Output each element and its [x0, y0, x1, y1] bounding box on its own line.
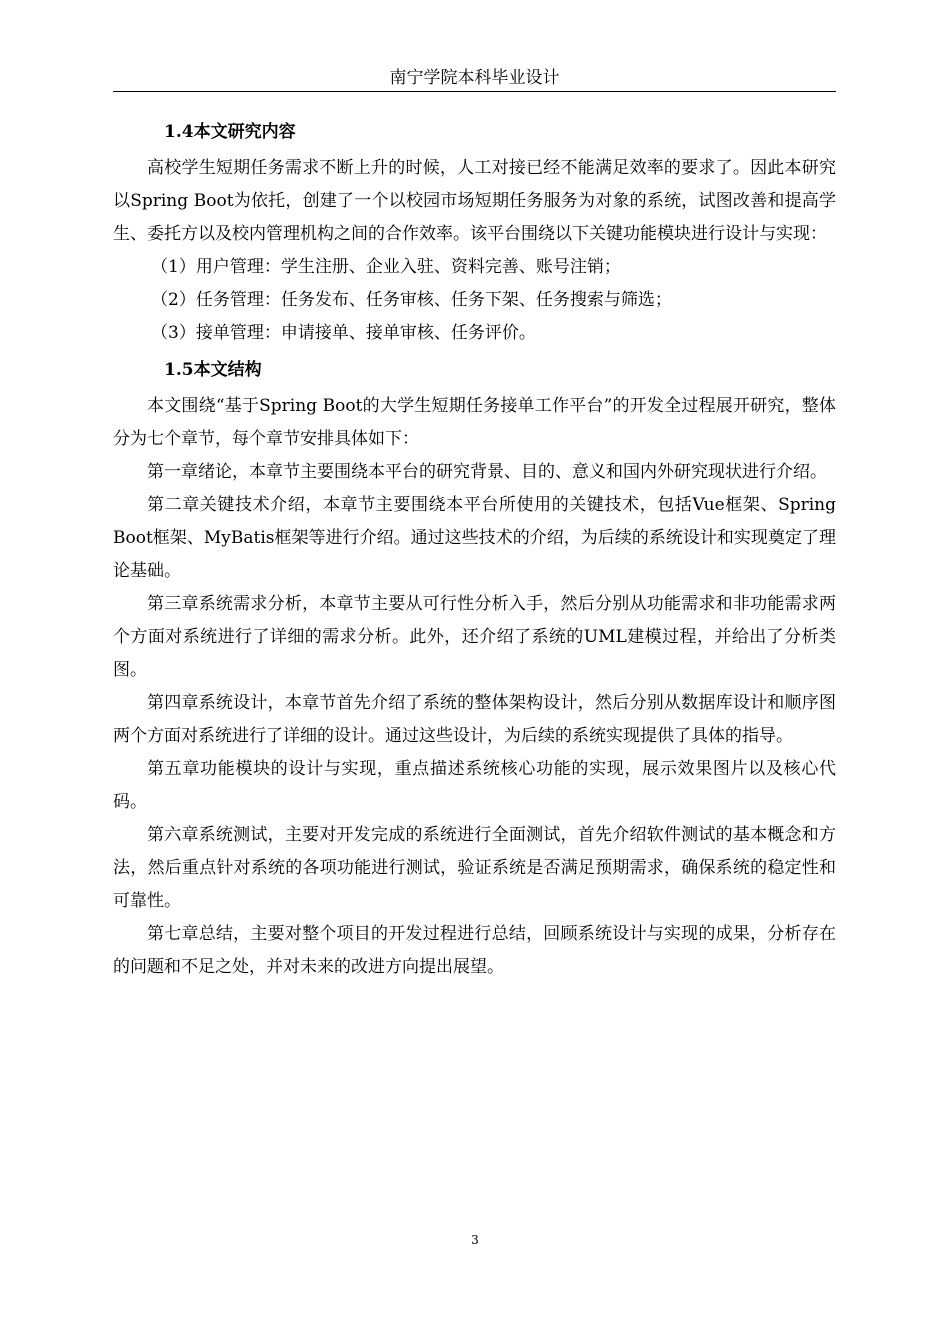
paragraph: 高校学生短期任务需求不断上升的时候，人工对接已经不能满足效率的要求了。因此本研究以Spring Boot为依托，创建了一个以校园市场短期任务服务为对象的系统，试图改善和提高学生、委托方以及校内管理机构之间的合作效率。该平台围绕以下关键功能模块进行设计与实现： [113, 158, 836, 244]
list-item: （1）用户管理：学生注册、企业入驻、资料完善、账号注销； [151, 257, 621, 277]
list-item: （2）任务管理：任务发布、任务审核、任务下架、任务搜索与筛选； [151, 290, 672, 310]
paragraph: 第五章功能模块的设计与实现，重点描述系统核心功能的实现，展示效果图片以及核心代码。 [113, 759, 836, 812]
paragraph: 第三章系统需求分析，本章节主要从可行性分析入手，然后分别从功能需求和非功能需求两个方面对系统进行了详细的需求分析。此外，还介绍了系统的UML建模过程，并给出了分析类图。 [113, 594, 836, 680]
section-heading-1-4: 1.4本文研究内容 [164, 122, 296, 142]
list-item: （3）接单管理：申请接单、接单审核、任务评价。 [151, 323, 536, 343]
paragraph: 第四章系统设计，本章节首先介绍了系统的整体架构设计，然后分别从数据库设计和顺序图两个方面对系统进行了详细的设计。通过这些设计，为后续的系统实现提供了具体的指导。 [113, 693, 836, 746]
page-number: 3 [471, 1233, 479, 1247]
running-header: 南宁学院本科毕业设计 [389, 68, 560, 88]
header-rule [113, 91, 836, 92]
paragraph: 第二章关键技术介绍，本章节主要围绕本平台所使用的关键技术，包括Vue框架、Spring Boot框架、MyBatis框架等进行介绍。通过这些技术的介绍，为后续的系统设计和实现奠定了理论基础。 [113, 495, 836, 581]
body-text [113, 112, 836, 984]
paragraph: 第七章总结，主要对整个项目的开发过程进行总结，回顾系统设计与实现的成果，分析存在的问题和不足之处，并对未来的改进方向提出展望。 [113, 924, 836, 977]
section-heading-1-5: 1.5本文结构 [164, 360, 262, 380]
paragraph: 第六章系统测试，主要对开发完成的系统进行全面测试，首先介绍软件测试的基本概念和方法，然后重点针对系统的各项功能进行测试，验证系统是否满足预期需求，确保系统的稳定性和可靠性。 [113, 825, 836, 911]
paragraph: 本文围绕“基于Spring Boot的大学生短期任务接单工作平台”的开发全过程展开研究，整体分为七个章节，每个章节安排具体如下： [113, 396, 836, 449]
paragraph: 第一章绪论，本章节主要围绕本平台的研究背景、目的、意义和国内外研究现状进行介绍。 [147, 462, 827, 482]
